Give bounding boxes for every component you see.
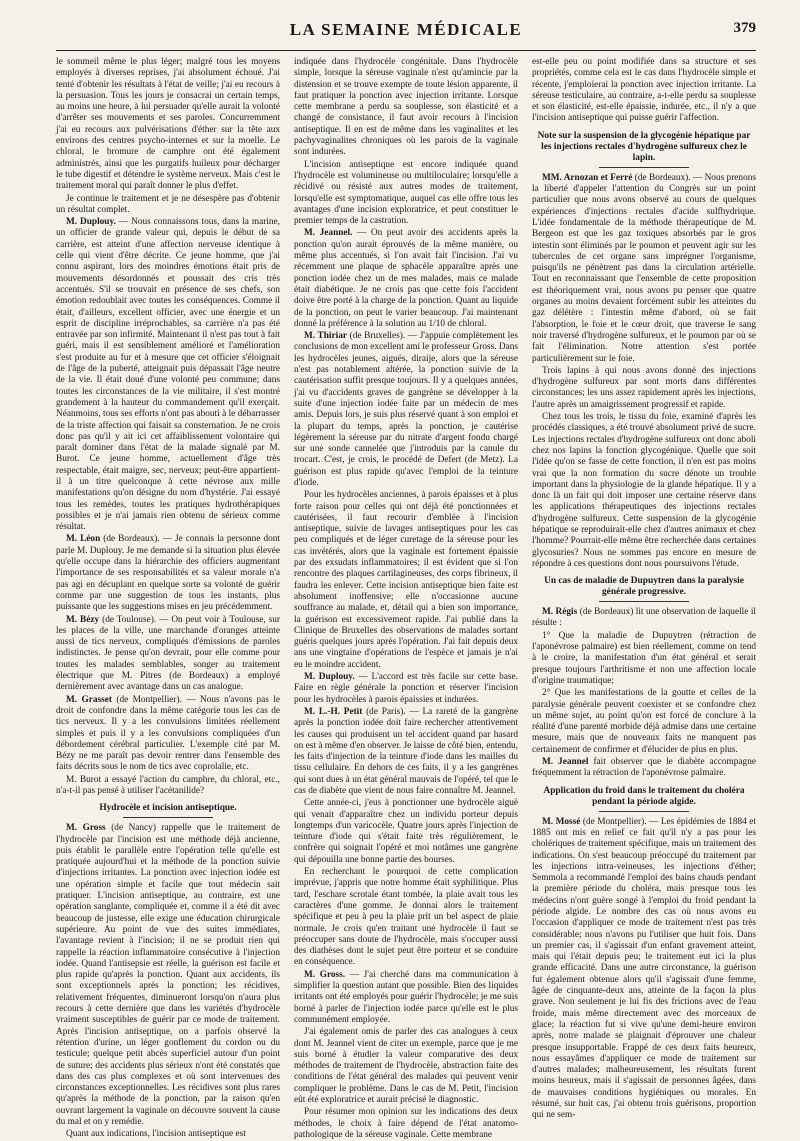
paragraph-text: — On peut avoir des accidents après la ponction qu'on aurait éprouvés de la même manière, ou même plus accentués, si l'on avait fait l'incision. J'ai vu récemment une plaque de sphacèle apparaître après une ponction iodée chez un de mes malades, mais ce malade était diabétique. Je ne crois pas que cette fois l'accident doive être porté à la charge de la ponction. Quant au liquide de la ponction, on peut le varier beaucoup. J'ai maintenant donné la préférence à la solution au 1/10 de chloral. [294,228,518,329]
speaker-paragraph [532,607,756,630]
paragraph-text: (de Bordeaux). — Nous prenons la liberté d'appeler l'attention du Congrès sur un point particulier que nous avons observé au cours de quelques expériences d'injections rectales d'acide sulfhydrique. L'idée fondamentale de la méthode thérapeutique de M. Bergeon est que les gaz toxiques absorbés par le gros intestin sont éliminés par le poumon et peuvent agir sur les tubercules de cet organe sans imprégner l'organisme, puisqu'ils ne pénètrent pas dans la circulation artérielle. Tout en reconnaissant que l'ensemble de cette proposition est théoriquement vrai, nous avons pu penser que quatre organes au moins devaient forcément subir les atteintes du gaz délétère : l'intestin même d'abord, où se fait l'absorption, le foie et le cœur droit, que traverse le sang noir traversé d'hydrogène sulfureux, et le poumon par où se fait l'élimination. Notre attention s'est portée particulièrement sur le foie. [532,172,756,364]
paragraph-text: (de Montpellier). — Les épidémies de 1884 et 1885 ont mis en relief ce fait qu'il n'y a pas pour les cholériques de traitement spécifique, mais un traitement des indications. On s'est beaucoup préoccupé du traitement par les injections intra-veineuses, les injections d'éther; Semmola a recommandé l'emploi des bains chauds pendant la première période du choléra, mais presque tous les médecins n'ont guère songé à l'emploi du froid pendant la période algide. Le nombre des cas où nous avons eu l'occasion d'appliquer ce mode de traitement n'est pas très considérable; nous n'avons pu l'utiliser que huit fois. Dans un premier cas, il s'agissait d'un enfant gravement atteint, mais qui l'était depuis peu; le traitement eut ici la plus grande efficacité. Dans une autre circonstance, la guérison fut également obtenue alors qu'il s'agissait d'une femme, âgée de cinquante-deux ans, atteinte de la façon la plus grave. Non seulement je lui fis des frictions avec de l'eau froide, mais même directement avec des morceaux de glace; la réaction fut si vive qu'une demi-heure environ après, notre malade se plaignait d'éprouver une chaleur presque insupportable. Frappé de ces deux faits heureux, nous essayâmes d'appliquer ce mode de traitement sur d'autres malades; malheureusement, les résultats furent moins heureux, mais il s'agissait de personnes âgées, dans de mauvaises conditions hygiéniques ou morales. En résumé, sur huit cas, j'ai obtenu trois guérisons, proportion qui ne sem- [532,816,756,1121]
paragraph-text: le sommeil même le plus léger; malgré tous les moyens employés à diverses reprises, j'ai absolument échoué. J'ai tenté d'obtenir les résultats à l'état de veille; j'ai eu recours à la persuasion. Tous les jours je consacrai un certain temps, au moins une heure, à lui persuader qu'elle aurait la volonté d'arrêter ses mouvements et ses paroles. Concurremment j'ai eu recours aux pulvérisations d'éther sur la tête aux environs des centres psycho-internes et sur la moelle. Le chloral, le bromure de camphre ont été également administrés, ainsi que les purgatifs huileux pour décharger le tube digestif et détendre le système nerveux. Mais c'est le traitement moral qui paraît donner le plus d'effet. [56,57,280,192]
speaker-name: M. Duplouy. [66,217,116,228]
paragraph [532,688,756,756]
paragraph-text: est-elle peu ou point modifiée dans sa structure et ses propriétés, comme cela est le cas dans l'hydrocèle simple et récente, j'emploierai la ponction avec injection irritante. La séreuse testiculaire, au contraire, a-t-elle perdu sa souplesse et son élasticité, est-elle épaissie, indurée, etc., il n'y a que l'incision antiseptique qui puisse guérir l'affection. [532,57,756,124]
paragraph-text: 2° Que les manifestations de la goutte et celles de la paralysie générale peuvent coexister et se confondre chez un même sujet, au point qu'on est forcé de conclure à la réalité d'une parenté morbide déjà admise dans une certaine mesure, mais que de nouveaux faits ne manquent pas certainement de confirmer et d'élucider de plus en plus. [532,688,756,755]
paragraph [56,57,280,193]
speaker-name: M. Régis [542,607,578,618]
heading-rule [123,817,213,818]
paragraph [532,57,756,125]
paragraph [294,798,518,866]
heading-rule [599,601,689,602]
speaker-name: M. Duplouy. [304,672,355,683]
paragraph-text: — Nous connaissons tous, dans la marine, un officier de grande valeur qui, depuis le début de sa carrière, est atteint d'une affection nerveuse identique à celle qui vient d'être décrite. Ce jeune homme, que j'ai connu aspirant, lors des moindres émotions était pris de mouvements désordonnés et poussait des cris très accentués. S'il se trouvait en présence de ses chefs, son émotion redoublait avec toutes les conséquences. Comme il était, d'ailleurs, excellent officier, avec une énergie et un esprit de discipline irréprochables, sa carrière n'a pas été entravée par son infirmité. Maintenant il n'est pas tout à fait guéri, mais il est sensiblement amélioré et l'amélioration s'est produite au fur et à mesure que cet officier s'éloignait de l'âge de la puberté, atteignait puis dépassait l'âge neutre de la vie. Il était doué d'une volonté peu commune; dans toutes les circonstances de la vie militaire, il s'est montré grandement à la hauteur du commandement qu'il exerçait. Néanmoins, tous ses efforts n'ont pas abouti à le débarrasser de la triste affection qui faisait sa consternation. Je ne crois donc pas qu'il y ait ici cet affaiblissement volontaire qui paraît dominer dans l'état de la malade signalé par M. Burot. Ce jeune homme, actuellement d'âge très respectable, était maigre, sec, nerveux; peut-être appartient-il à un titre quelconque à cette névrose aux mille manifestations qu'on désigne du nom d'hystérie. J'ai essayé tous les remèdes, toutes les pratiques hydrothérapiques possibles et je n'ai jamais rien obtenu de sérieux comme résultat. [56,217,280,533]
paragraph [294,57,518,159]
section-heading [532,576,756,602]
heading-rule [599,167,689,168]
paragraph-text: Quant aux indications, l'incision antiseptique est [66,1129,246,1140]
speaker-name: M. Mossé [542,816,581,827]
running-header [56,0,756,51]
text-columns [56,57,756,1140]
paragraph [294,490,518,671]
speaker-paragraph [294,331,518,489]
speaker-name: M. Thiriar [304,331,347,342]
paragraph-text: (de Bordeaux). — Je connais la personne dont parle M. Duplouy. Je me demande si la situation plus élevée qu'elle occupe dans la hiérarchie des officiers augmentant l'importance de ses responsabilités et sa valeur morale n'a pas agi en décuplant en quelque sorte sa volonté de guérir comme par une suggestion de tous les instants, plus puissante que les suggestions mises en jeu précédemment. [56,534,280,613]
speaker-name: MM. Arnozan et Ferré [542,172,633,183]
paragraph-text: fait observer que le diabète accompagne fréquemment la rétraction de l'aponévrose palmaire. [532,757,756,779]
speaker-paragraph [56,823,280,1128]
speaker-paragraph [56,615,280,694]
paragraph-text: (de Bruxelles). — J'appuie complètement les conclusions de mon excellent ami le professeur Gross. Dans les hydrocèles jeunes, aiguës, diraije, alors que la séreuse n'est pas notablement altérée, la ponction suivie de la cautérisation suffit presque toujours. Il y a quelques années, j'ai vu d'accidents graves de gangrène se développer à la suite d'une injection iodée faite par un médecin de mes amis. Depuis lors, je suis plus réservé quant à son emploi et la plupart du temps, après la ponction, je cautérise légèrement la séreuse par du nitrate d'argent fondu chargé sur une sonde cannelée que j'introduis par la canule du trocart. C'est, je crois, le procédé de Defert (de Metz). La guérison est plus rapide qu'avec l'emploi de la teinture d'iode. [294,331,518,488]
paragraph-text: En recherchant le pourquoi de cette complication imprévue, j'appris que notre homme était syphilitique. Plus tard, l'eschare scrotale étant tombée, la plaie avait tous les caractères d'une gomme. Je donnai alors le traitement spécifique et peu à peu la plaie prit un bel aspect de plaie normale. Je crois qu'en traitant une hydrocèle il faut se préoccuper sans doute de l'hydrocèle, mais s'occuper aussi des diathèses dont le sujet peut être porteur et se conduire en conséquence. [294,867,518,968]
speaker-paragraph [532,173,756,365]
paragraph-text: 1° Que la maladie de Dupuytren (rétraction de l'aponévrose palmaire) est bien réellement, comme on tend à le croire, la manifestation d'un état général et serait presque toujours l'arthritisme et non une affection locale d'origine traumatique; [532,630,756,686]
speaker-paragraph [56,534,280,613]
paragraph-text: Trois lapins à qui nous avons donné des injections d'hydrogène sulfureux par sont morts dans différentes circonstances; les uns assez rapidement après les injections, l'autre après un amaigrissement progressif et rapide. [532,365,756,410]
page-number: 379 [733,20,756,36]
speaker-name: M. Grasset [66,694,112,705]
paragraph [294,867,518,969]
paragraph-text: M. Burot a essayé l'action du camphre, du chloral, etc., n'a-t-il pas pensé à utiliser l'acétanilide? [56,774,280,796]
speaker-name: M. Bézy [66,614,100,625]
journal-title: LA SEMAINE MÉDICALE [289,20,523,39]
paragraph-text: (de Montpellier). — Nous n'avons pas le droit de confondre dans la même catégorie tous les cas de tics nerveux. Il y a les convulsions limitées réellement simples et puis il y a les convulsions compliquées d'un débordement cérébral particulier. L'exemple cité par M. Bézy ne me paraît pas devoir rentrer dans l'ensemble des faits décrits sous le nom de tics avec coprolalie, etc. [56,694,280,773]
section-heading-text: Application du froid dans le traitement du choléra pendant la période algide. [543,785,745,807]
paragraph [532,412,756,570]
paragraph-text: — J'ai cherché dans ma communication à simplifier la question autant que possible. Bien des liquides irritants ont été employés pour guérir l'hydrocèle; je me suis borné à parler de l'injection iodée parce qu'elle est le plus communément employée. [294,969,519,1025]
section-heading [532,131,756,168]
speaker-paragraph [294,228,518,330]
paragraph-text: Pour les hydrocèles anciennes, à parois épaisses et à plus forte raison pour celles qui ont déjà été ponctionnées et cautérisées, il faut recourir d'emblée à l'incision antiseptique, suivie de lavages antiseptiques pour les cas peu compliqués et de léger curetage de la séreuse pour les cas invétérés, alors que la vaginale est fortement épaissie par des exsudats inflammatoires; il est évident que si l'on rencontre des plaques cartilagineuses, des corps fibrineux, il faudra les enlever. Cette incision antiseptique bien faite est absolument inoffensive; elle n'occasionne aucune souffrance au malade, et, détail qui a bien son importance, la guérison est excessivement rapide. J'ai publié dans la Clinique de Bruxelles des observations de malades sortant guéris quelques jours après l'opération. J'ai fait depuis deux ans une vingtaine d'opérations de l'espèce et jamais je n'ai eu le moindre accident. [294,490,518,670]
paragraph-text: (de Paris). — La rareté de la gangrène après la ponction iodée doit faire rechercher attentivement les causes qui produisent un tel accident quand par hasard on est à même d'en observer. Je laisse de côté bien, entendu, les faits d'injection de la teinture d'iode dans les mailles du tissu cellulaire. En dehors de ces faits, il y a les gangrènes qui sont dues à un état général mauvais de l'opéré, tel que le cas de diabète que vient de nous faire connaître M. Jeannel. [294,706,518,796]
paragraph-text: indiquée dans l'hydrocèle congénitale. Dans l'hydrocèle simple, lorsque la séreuse vaginale n'est qu'amincie par la distension et se trouve exempte de toute lésion apparente, il faut pratiquer la ponction avec injection irritante. Lorsque cette membrane a perdu sa souplesse, son élasticité et a changé de consistance, il faut avoir recours à l'incision antiseptique. Il en est de même dans les vaginalites et les pachyvaginalites chroniques où les parois de la vaginale sont indurées. [294,57,518,158]
speaker-paragraph [56,217,280,533]
paragraph [294,1027,518,1106]
paragraph-text: Je continue le traitement et je ne désespère pas d'obtenir un résultat complet. [56,193,280,215]
speaker-name: M. Gross. [304,969,346,980]
paragraph [532,366,756,411]
section-heading [532,786,756,812]
section-heading-text: Note sur la suspension de la glycogénie hépatique par les injections rectales d'hydrogène sulfureux chez le lapin. [537,130,751,163]
paragraph-text: Pour résumer mon opinion sur les indications des deux méthodes, le choix à faire dépend de l'état anatomo-pathologique de la séreuse vaginale. Cette membrane [294,1107,518,1140]
speaker-name: M. Léon [66,534,101,545]
paragraph-text: — L'accord est très facile sur cette base. Faire en règle générale la ponction et réserver l'incision pour les hydrocèles à parois épaissies et indurées. [294,672,518,705]
speaker-paragraph [56,695,280,774]
paragraph [56,194,280,217]
paragraph-text: Chez tous les trois, le tissu du foie, examiné d'après les procédés classiques, a été trouvé absolument privé de sucre. Les injections rectales d'hydrogène sulfureux ont donc aboli chez nos lapins la fonction glycogénique. Quelle que soit l'idée qu'on se fasse de cette fonction, il n'en est pas moins vrai que la non formation du sucre dénote un trouble important dans la physiologie de la glande hépatique. Il y a donc là un fait qui doit imposer une certaine réserve dans les applications thérapeutiques des injections rectales d'hydrogène sulfureux. Cette suspension de la glycogénie hépatique se reproduirait-elle chez d'autres animaux et chez l'homme? Pourrait-elle même être recherchée dans certaines glycosuries? Nous ne sommes pas encore en mesure de répondre à ces questions dont nous poursuivons l'étude. [532,412,756,569]
column-right [532,57,756,1121]
section-heading [56,803,280,818]
column-middle [294,57,519,1140]
speaker-name: M. Gross [66,823,106,834]
paragraph [56,1129,280,1140]
section-heading-text: Hydrocèle et incision antiseptique. [99,803,237,814]
paragraph-text: (de Nancy) rappelle que le traitement de l'hydrocèle par l'incision est une méthode déjà ancienne, puis établit le parallèle entre l'opération telle qu'elle est pratiquée aujourd'hui et la méthode de la ponction suivie d'injections irritantes. La ponction avec injection iodée est une opération simple et facile que tout médecin sait pratiquer. L'incision antiseptique, au contraire, est une opération sanglante, compliquée et, comme il a été dit avec beaucoup de justesse, elle exige une éducation chirurgicale supérieure. Au point de vue des suites immédiates, l'avantage revient à l'incision; il ne se produit rien qui rappelle la réaction inflammatoire consécutive à l'injection iodée. Quand l'antisepsie est réelle, la guérison est facile et plus rapide qu'après la ponction. Quant aux accidents, ils sont exceptionnels après la ponction; les récidives, relativement fréquentes, diminueront lorsqu'on n'aura plus recours à cette dernière que dans les variétés d'hydrocèle vraiment susceptibles de guérir par ce mode de traitement. Après l'incision antiseptique, on a parfois observé la rétention d'urine, un léger gonflement du cordon ou du testicule; quelque petit abcès superficiel autour d'un point de suture; des accidents plus sérieux n'ont été constatés que dans des cas plus complexes et où sont intervenues des circonstances exceptionnelles. Les récidives sont plus rares qu'après la méthode de la ponction, par la raison qu'en ouvrant largement la vaginale on découvre souvent la cause du mal et on y remédie. [56,823,280,1128]
speaker-name: M. Jeannel [542,757,589,768]
column-left [56,57,280,1140]
speaker-paragraph [294,707,518,797]
paragraph [294,160,518,228]
paragraph-text: (de Bordeaux) lit une observation de laquelle il résulte : [532,607,756,629]
speaker-paragraph [532,817,756,1122]
section-heading-text: Un cas de maladie de Dupuytren dans la paralysie générale progressive. [544,576,744,598]
speaker-paragraph [294,672,518,706]
speaker-paragraph [532,757,756,780]
paragraph [532,631,756,687]
paragraph-text: J'ai également omis de parler des cas analogues à ceux dont M. Jeannel vient de citer un exemple, parce que je me suis borné à étudier la valeur comparative des deux méthodes de traitement de l'hydrocèle, abstraction faite des conditions de l'état général des malades qui peuvent venir compliquer le problème. Dans le cas de M. Petit, l'incision eût été exploratrice et aurait précisé le diagnostic. [294,1027,518,1106]
paragraph-text: L'incision antiseptique est encore indiquée quand l'hydrocèle est volumineuse ou multiloculaire; lorsqu'elle a récidivé ou résisté aux autres modes de traitement, lorsqu'elle est symptomatique, auquel cas elle offre tous les avantages d'une incision exploratrice, et peut constituer le premier temps de la castration. [294,159,518,227]
paragraph-text: Cette année-ci, j'eus à ponctionner une hydrocèle aiguë qui venait d'apparaître chez un individu porteur depuis longtemps d'un varicocèle. Quatre jours après l'injection de teinture d'iode qui s'était faite très régulièrement, le confrère qui soignait l'opéré et moi notâmes une gangrène qui dépouilla une bonne partie des bourses. [294,798,518,865]
speaker-name: M. L.-H. Petit [304,706,363,717]
paragraph-text: (de Toulouse). — On peut voir à Toulouse, sur les places de la ville, une marchande d'oranges atteinte aussi de tics nerveux, compliqués d'émissions de paroles indistinctes. Je pense qu'on devrait, pour elle comme pour toutes les malades semblables, songer au traitement électrique que M. Pitres (de Bordeaux) a employé dernièrement avec avantage dans un cas analogue. [56,614,280,693]
heading-rule [599,811,689,812]
paragraph [294,1107,518,1141]
paragraph [56,775,280,798]
speaker-paragraph [294,970,518,1026]
speaker-name: M. Jeannel. [304,228,353,239]
